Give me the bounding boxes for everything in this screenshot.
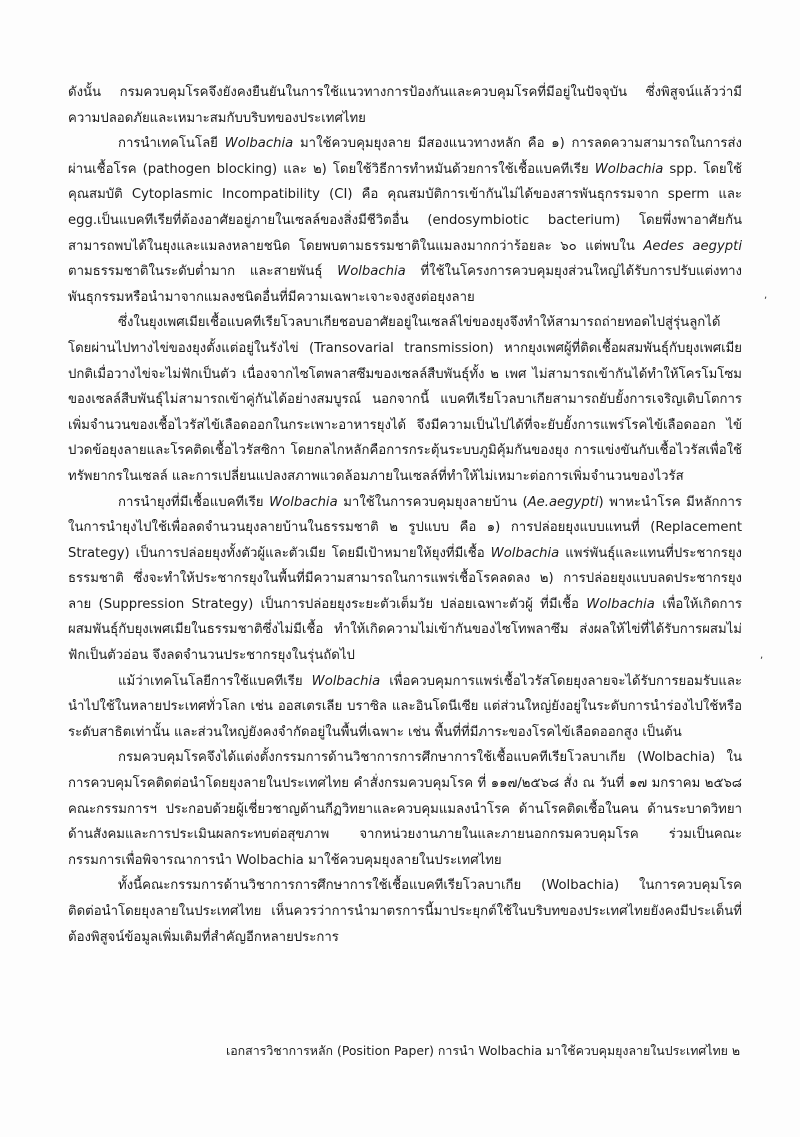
text-segment: มาใช้ควบคุมยุงลาย มีสองแนวทางหลัก คือ ๑) การลดความสามารถในการส่งผ่านเชื้อโรค (pathogen blocking) และ ๒) โดยใช้วิธีการทำหมันด้วยการใช้เชื้อแบคทีเรีย: [68, 136, 742, 177]
italic-term: Wolbachia: [594, 161, 664, 177]
italic-term: Wolbachia: [311, 673, 381, 689]
document-body: [68, 80, 742, 950]
italic-term: Wolbachia: [490, 545, 560, 561]
body-paragraph: [68, 745, 742, 873]
margin-mark: ,: [764, 290, 768, 301]
italic-term: Wolbachia: [269, 494, 338, 510]
italic-term: Wolbachia: [586, 596, 655, 612]
text-segment: ดังนั้น กรมควบคุมโรคจึงยังคงยืนยันในการใช้แนวทางการป้องกันและควบคุมโรคที่มีอยู่ในปัจจุบัน ซึ่งพิสูจน์แล้วว่ามีความปลอดภัยและเหมาะสมกับบริบทของประเทศไทย: [68, 85, 742, 126]
body-paragraph: [68, 310, 742, 489]
text-segment: การนำเทคโนโลยี: [118, 136, 225, 152]
text-segment: ทั้งนี้คณะกรรมการด้านวิชาการการศึกษาการใช้เชื้อแบคทีเรียโวลบาเกีย (Wolbachia) ในการควบคุมโรคติดต่อนำโดยยุงลายในประเทศไทย เห็นควรว่าการนำมาตรการนี้มาประยุกต์ใช้ในบริบทของประเทศไทยยังคงมีประเด็นที่ต้องพิสูจน์ข้อมูลเพิ่มเติมที่สำคัญอีกหลายประการ: [68, 878, 742, 945]
text-segment: เพื่อควบคุมการแพร่เชื้อไวรัสโดยยุงลายจะได้รับการยอมรับและนำไปใช้ในหลายประเทศทั่วโลก เช่น ออสเตรเลีย บราซิล และอินโดนีเซีย แต่ส่วนใหญ่ยังอยู่ในระดับการนำร่องไปใช้หรือระดับสาธิตเท่านั้น และส่วนใหญ่ยังคงจำกัดอยู่ในพื้นที่เฉพาะ เช่น พื้นที่ที่มีภาระของโรคไข้เลือดออกสูง เป็นต้น: [68, 673, 742, 740]
body-paragraph: [68, 669, 742, 746]
text-segment: ซึ่งในยุงเพศเมียเชื้อแบคทีเรียโวลบาเกียชอบอาศัยอยู่ในเซลล์ไข่ของยุงจึงทำให้สามารถถ่ายทอดไปสู่รุ่นลูกได้โดยผ่านไปทางไข่ของยุงตั้งแต่อยู่ในรังไข่ (Transovarial transmission) หากยุงเพศผู้ที่ติดเชื้อผสมพันธุ์กับยุงเพศเมียปกติเมื่อวางไข่จะไม่ฟักเป็นตัว เนื่องจากไซโตพลาสซึมของเซลล์สืบพันธุ์ทั้ง ๒ เพศ ไม่สามารถเข้ากันได้ทำให้โครโมโซมของเซลล์สืบพันธุ์ไม่สามารถเข้าคู่กันได้อย่างสมบูรณ์ นอกจากนี้ แบคทีเรียโวลบาเกียสามารถยับยั้งการเจริญเติบโตการเพิ่มจำนวนของเชื้อไวรัสไข้เลือดออกในกระเพาะอาหารยุงได้ จึงมีความเป็นไปได้ที่จะยับยั้งการแพร่โรคไข้เลือดออก ไข้ปวดข้อยุงลายและโรคติดเชื้อไวรัสซิกา โดยกลไกหลักคือการกระตุ้นระบบภูมิคุ้มกันของยุง การแข่งขันกับเชื้อไวรัสเพื่อใช้ทรัพยากรในเซลล์ และการเปลี่ยนแปลงสภาพแวดล้อมภายในเซลล์ที่ทำให้ไม่เหมาะต่อการเพิ่มจำนวนของไวรัส: [68, 315, 742, 484]
margin-mark: ,: [760, 650, 764, 661]
page-footer: เอกสารวิชาการหลัก (Position Paper) การนำ Wolbachia มาใช้ควบคุมยุงลายในประเทศไทย ๒: [225, 1043, 740, 1058]
body-paragraph: [68, 80, 742, 131]
italic-term: Aedes aegypti: [643, 238, 743, 254]
text-segment: spp. โดยใช้คุณสมบัติ Cytoplasmic Incompatibility (CI) คือ คุณสมบัติการเข้ากันไม่ได้ของสารพันธุกรรมจาก sperm และ egg.เป็นแบคทีเรียที่ต้องอาศัยอยู่ภายในเซลล์ของสิ่งมีชีวิตอื่น (endosymbiotic bacterium) โดยพึ่งพาอาศัยกัน สามารถพบได้ในยุงและแมลงหลายชนิด โดยพบตามธรรมชาติในแมลงมากกว่าร้อยละ ๖๐ แต่พบใน: [68, 161, 743, 254]
italic-term: Ae.aegypti: [527, 494, 599, 510]
text-segment: ) พาหะนำโรค มีหลักการในการนำยุงไปใช้เพื่อลดจำนวนยุงลายบ้านในธรรมชาติ ๒ รูปแบบ คือ ๑) การปล่อยยุงแบบแทนที่ (Replacement Strategy) เป็นการปล่อยยุงทั้งตัวผู้และตัวเมีย โดยมีเป้าหมายให้ยุงที่มีเชื้อ: [68, 494, 742, 561]
text-segment: แพร่พันธุ์และแทนที่ประชากรยุงธรรมชาติ ซึ่งจะทำให้ประชากรยุงในพื้นที่มีความสามารถในการแพร่เชื้อโรคลดลง ๒) การปล่อยยุงแบบลดประชากรยุงลาย (Suppression Strategy) เป็นการปล่อยยุงระยะตัวเต็มวัย ปล่อยเฉพาะตัวผู้ ที่มีเชื้อ: [68, 545, 742, 612]
text-segment: แม้ว่าเทคโนโลยีการใช้แบคทีเรีย: [118, 673, 312, 689]
body-paragraph: [68, 490, 742, 669]
body-paragraph: [68, 873, 742, 950]
text-segment: เพื่อให้เกิดการผสมพันธุ์กับยุงเพศเมียในธรรมชาติซึ่งไม่มีเชื้อ ทำให้เกิดความไม่เข้ากันของไซโทพลาซึม ส่งผลให้ไข่ที่ได้รับการผสมไม่ฟักเป็นตัวอ่อน จึงลดจำนวนประชากรยุงในรุ่นถัดไป: [68, 596, 742, 664]
body-paragraph: [68, 131, 742, 310]
italic-term: Wolbachia: [224, 136, 294, 152]
text-segment: กรมควบคุมโรคจึงได้แต่งตั้งกรรมการด้านวิชาการการศึกษาการใช้เชื้อแบคทีเรียโวลบาเกีย (Wolbachia) ในการควบคุมโรคติดต่อนำโดยยุงลายในประเทศไทย คำสั่งกรมควบคุมโรค ที่ ๑๑๗/๒๕๖๘ สั่ง ณ วันที่ ๑๗ มกราคม ๒๕๖๘ คณะกรรมการฯ ประกอบด้วยผู้เชี่ยวชาญด้านกีฏวิทยาและควบคุมแมลงนำโรค ด้านโรคติดเชื้อในคน ด้านระบาดวิทยา ด้านสังคมและการประเมินผลกระทบต่อสุขภาพ จากหน่วยงานภายในและภายนอกกรมควบคุมโรค ร่วมเป็นคณะกรรมการเพื่อพิจารณาการนำ Wolbachia มาใช้ควบคุมยุงลายในประเทศไทย: [68, 750, 742, 868]
text-segment: ตามธรรมชาติในระดับต่ำมาก และสายพันธุ์: [68, 264, 338, 280]
text-segment: การนำยุงที่มีเชื้อแบคทีเรีย: [118, 494, 270, 510]
italic-term: Wolbachia: [337, 264, 406, 280]
text-segment: มาใช้ในการควบคุมยุงลายบ้าน (: [337, 494, 528, 510]
text-segment: ที่ใช้ในโครงการควบคุมยุงส่วนใหญ่ได้รับการปรับแต่งทางพันธุกรรมหรือนำมาจากแมลงชนิดอื่นที่มีความเฉพาะเจาะจงสูงต่อยุงลาย: [68, 264, 742, 305]
